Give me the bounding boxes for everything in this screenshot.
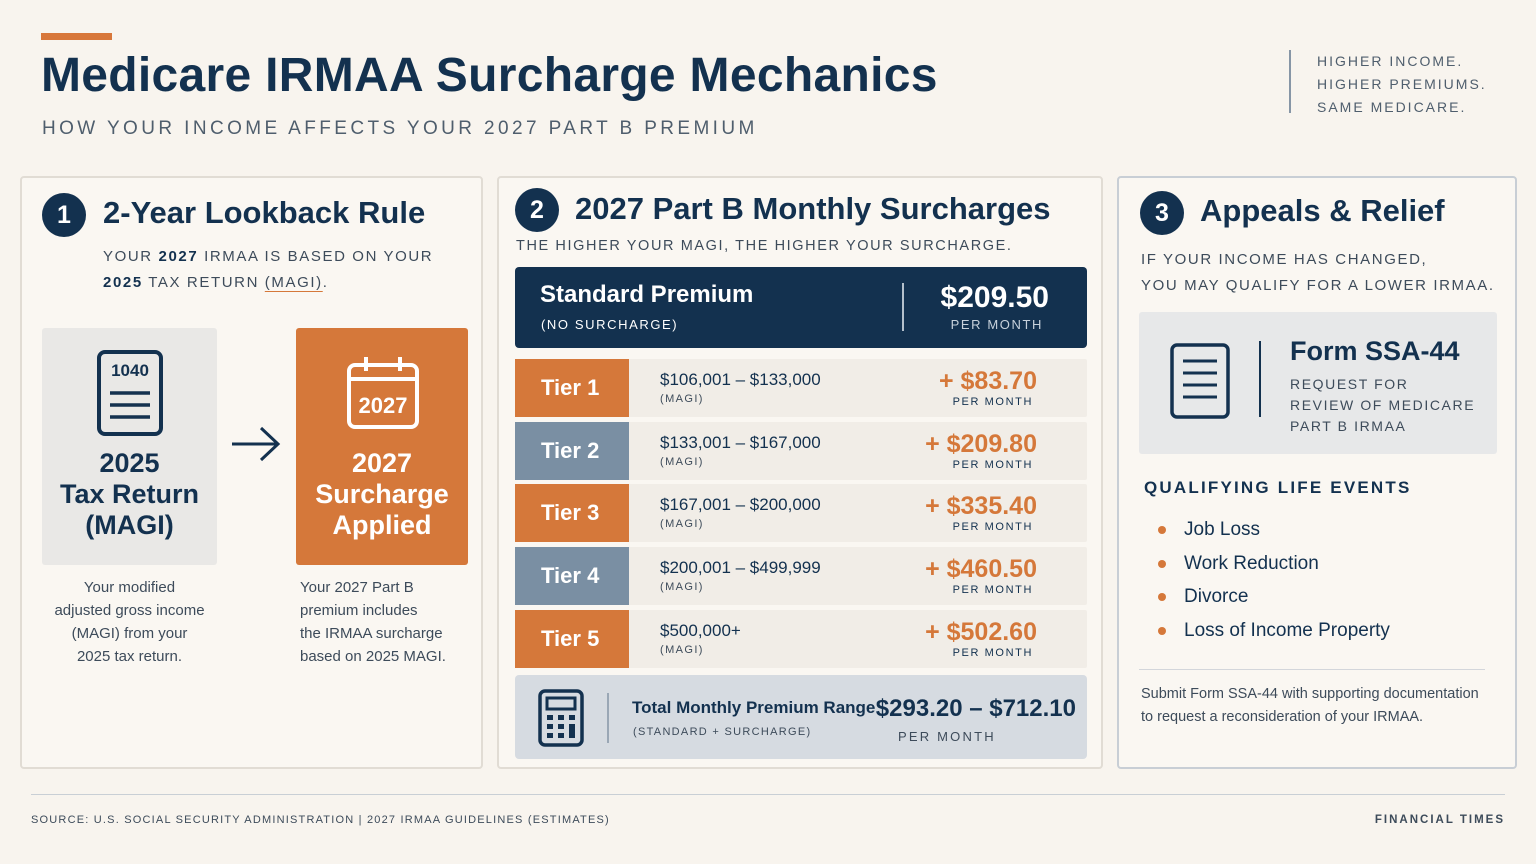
list-item: Divorce (1155, 580, 1390, 614)
tier-income-range: $133,001 – $167,000 (660, 432, 821, 452)
tax-return-description: Your modified adjusted gross income (MAGI) from your 2025 tax return. (54, 579, 205, 665)
page-subtitle: HOW YOUR INCOME AFFECTS YOUR 2027 PART B PREMIUM (42, 118, 758, 139)
tier-income-range: $106,001 – $133,000 (660, 370, 821, 389)
form-number-text: 1040 (111, 361, 149, 380)
tier-surcharge-amount: + $209.80 (925, 429, 1037, 458)
tier-label: Tier 5 (515, 610, 629, 668)
tier-surcharge-amount: + $83.70 (938, 367, 1037, 395)
tier-magi-note: (MAGI) (660, 518, 704, 531)
tier-income-range: $200,001 – $499,999 (660, 558, 821, 578)
surcharge-applied-card (296, 328, 468, 565)
calendar-icon (346, 355, 420, 431)
step-number-badge: 1 (42, 193, 86, 237)
tier-per-month: PER MONTH (952, 584, 1033, 597)
standard-premium-banner (515, 267, 1087, 348)
lookback-panel (20, 176, 483, 769)
form-ssa44-card (1139, 312, 1497, 454)
tier-row (515, 547, 1087, 605)
tier-row (515, 422, 1087, 480)
page-title: Medicare IRMAA Surcharge Mechanics (41, 49, 938, 102)
standard-premium-sub: (NO SURCHARGE) (541, 317, 679, 332)
tier-surcharge-amount: + $335.40 (925, 492, 1037, 521)
lookback-explanation-line2: 2025 TAX RETURN (MAGI). (103, 274, 329, 291)
total-range-sub: (STANDARD + SURCHARGE) (633, 726, 812, 738)
surcharge-applied-card-label: 2027 Surcharge Applied (315, 448, 449, 540)
standard-premium-per: PER MONTH (950, 317, 1043, 332)
section-divider (1139, 669, 1485, 670)
tagline (1289, 50, 1487, 113)
appeals-panel (1117, 176, 1517, 769)
tagline-line: HIGHER PREMIUMS. (1317, 76, 1487, 92)
tier-per-month: PER MONTH (952, 458, 1033, 471)
calendar-year-text: 2027 (358, 393, 408, 418)
form-title: Form SSA-44 (1290, 336, 1460, 366)
appeals-subtitle: IF YOUR INCOME HAS CHANGED, YOU MAY QUALIFY FOR A LOWER IRMAA. (1141, 251, 1495, 294)
tagline-line: SAME MEDICARE. (1317, 99, 1467, 115)
tax-return-card-label: 2025 Tax Return (MAGI) (59, 448, 200, 540)
publisher-brand: FINANCIAL TIMES (1374, 814, 1505, 826)
tier-magi-note: (MAGI) (660, 581, 704, 594)
tier-label: Tier 3 (515, 484, 629, 542)
standard-premium-label: Standard Premium (540, 281, 754, 308)
total-range-per: PER MONTH (898, 729, 996, 744)
tier-label: Tier 2 (515, 422, 629, 480)
surcharge-description: Your 2027 Part B premium includes the IRMAA surcharge based on 2025 MAGI. (300, 579, 446, 665)
tax-return-card (42, 328, 217, 565)
tier-surcharge-amount: + $460.50 (925, 555, 1037, 584)
total-divider (607, 693, 609, 743)
tier-row (515, 484, 1087, 542)
footer-divider (31, 794, 1505, 795)
tier-per-month: PER MONTH (952, 646, 1033, 659)
step-number-badge: 2 (515, 188, 559, 232)
tier-per-month: PER MONTH (952, 396, 1033, 408)
panel-title: Appeals & Relief (1200, 193, 1445, 228)
tier-magi-note: (MAGI) (660, 643, 704, 656)
panel-title: 2-Year Lookback Rule (103, 195, 426, 230)
standard-premium-amount: $209.50 (940, 281, 1049, 314)
tier-label: Tier 4 (515, 547, 629, 605)
total-range-label: Total Monthly Premium Range (632, 698, 876, 717)
tier-surcharge-amount: + $502.60 (925, 617, 1037, 646)
form-description: REQUEST FOR REVIEW OF MEDICARE PART B IRMAA (1290, 376, 1476, 434)
list-item: Job Loss (1155, 513, 1390, 547)
tier-per-month: PER MONTH (952, 521, 1033, 534)
tier-magi-note: (MAGI) (660, 455, 704, 468)
source-note: SOURCE: U.S. SOCIAL SECURITY ADMINISTRATION | 2027 IRMAA GUIDELINES (ESTIMATES) (31, 814, 610, 826)
step-number-badge: 3 (1140, 191, 1184, 235)
banner-divider (902, 283, 904, 331)
tier-income-range: $167,001 – $200,000 (660, 495, 821, 515)
title-accent-bar (41, 33, 112, 40)
lookback-explanation-line1: YOUR 2027 IRMAA IS BASED ON YOUR (103, 248, 434, 265)
tier-row (515, 610, 1087, 668)
submit-instructions: Submit Form SSA-44 with supporting documentation to request a reconsideration of your IRMAA. (1141, 686, 1479, 725)
tier-label: Tier 1 (515, 359, 629, 417)
list-item: Work Reduction (1155, 547, 1390, 581)
arrow-right-icon (228, 424, 284, 464)
panel-subtitle: THE HIGHER YOUR MAGI, THE HIGHER YOUR SURCHARGE. (516, 238, 1013, 254)
panel-title: 2027 Part B Monthly Surcharges (575, 191, 1051, 226)
total-range-box (515, 675, 1087, 759)
events-heading: QUALIFYING LIFE EVENTS (1144, 478, 1412, 497)
tagline-line: HIGHER INCOME. (1317, 53, 1464, 69)
total-range-amount: $293.20 – $712.10 (875, 695, 1076, 722)
tier-row (515, 359, 1087, 417)
tier-magi-note: (MAGI) (660, 393, 704, 405)
surcharges-panel (497, 176, 1103, 769)
tax-form-1040-icon (96, 349, 164, 437)
form-card-divider (1259, 341, 1261, 417)
list-item: Loss of Income Property (1155, 614, 1390, 648)
events-list (1155, 513, 1390, 647)
tier-income-range: $500,000+ (660, 620, 741, 640)
calculator-icon (538, 689, 584, 747)
document-icon (1170, 343, 1230, 419)
